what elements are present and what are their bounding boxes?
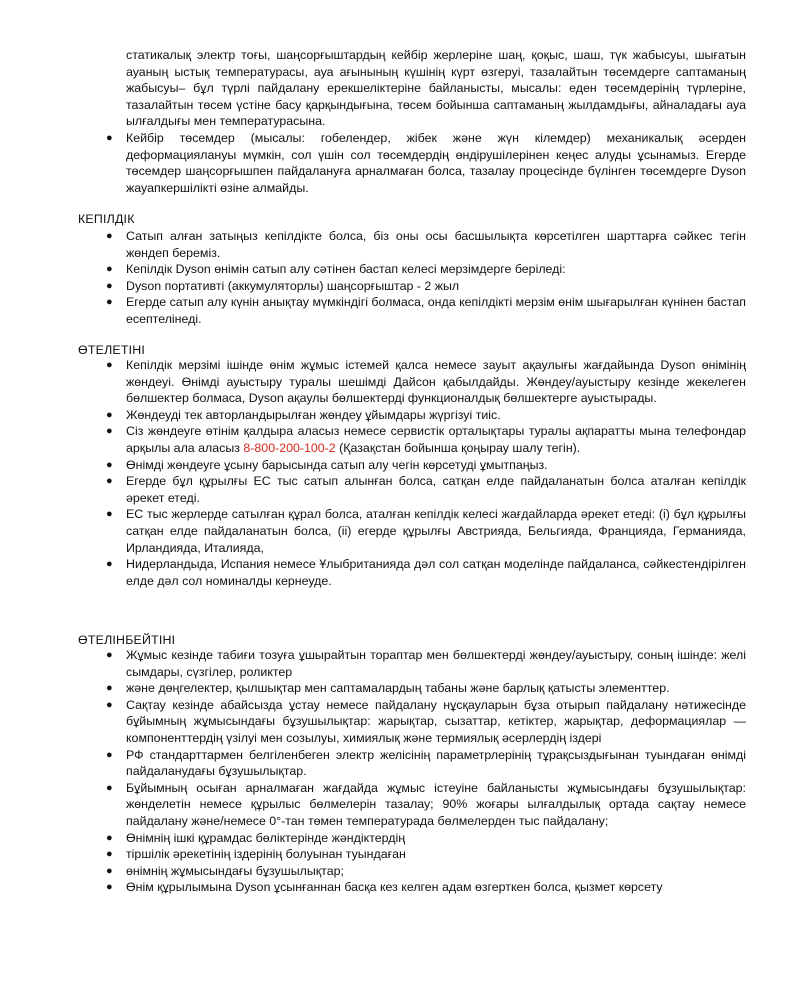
list-item [106, 506, 746, 556]
bullet-icon: ● [106, 359, 113, 371]
list-item [106, 407, 746, 424]
hotline-phone[interactable]: 8-800-200-100-2 [243, 440, 336, 455]
list-item-text: Сатып алған затыңыз кепілдікте болса, біз оны осы басшылықта көрсетілген шарттарға сәйкес тегін жөндеп береміз. [126, 229, 746, 260]
list-item-text: Кепілдік Dyson өнімін сатып алу сәтінен бастап келесі мерзімдерге беріледі: [126, 262, 566, 277]
list-item [106, 357, 746, 407]
list-item [106, 863, 746, 880]
list-item-text: Нидерландыда, Испания немесе Ұлыбританияда дәл сол сатқан моделінде пайдаланса, сәйкестендірілген елде дәл сол номиналды кернеуде. [126, 557, 746, 588]
bullet-icon: ● [106, 881, 113, 894]
bullet-icon: ● [106, 748, 113, 761]
not-covered-list [106, 647, 746, 896]
list-item-text: ЕС тыс жерлерде сатылған құрал болса, аталған кепілдік келесі жағдайларда әрекет етеді: (i) бұл құрылғы сатқан елде пайдаланатын болса, (ii) егерде құрылғы Австрияда, Бельгияда, Францияда, Германияда, Ирландияда, Италияда, [126, 507, 746, 555]
list-item [106, 830, 746, 847]
list-item [106, 473, 746, 506]
bullet-icon: ● [106, 132, 113, 144]
list-item-text: тіршілік әрекетінің іздерінің болуынан туындаған [126, 847, 406, 862]
list-item [106, 278, 746, 295]
bullet-icon: ● [106, 296, 113, 309]
bullet-icon: ● [106, 682, 113, 695]
warranty-list [106, 228, 746, 328]
list-item-text: Кейбір төсемдер (мысалы: гобелендер, жібек және жүн кілемдер) механикалық әсерден деформациялануы мүмкін, сол үшін сол төсемдердің өндірушілерінен кеңес алуды ұсынамыз. Егерде төсемдер шаңсорғышпен пайдалануға арналмаған болса, тазалау процесінде бүлінген төсемдерге Dyson жауапкершілікті өзіне алмайды. [126, 131, 746, 195]
list-item [106, 747, 746, 780]
bullet-icon: ● [106, 508, 113, 521]
list-item-text: Dyson портативті (аккумуляторлы) шаңсорғыштар - 2 жыл [126, 278, 460, 293]
intro-list [106, 130, 746, 196]
list-item [106, 697, 746, 747]
bullet-icon: ● [106, 558, 113, 571]
list-item-text: Бұйымның осыған арналмаған жағдайда жұмыс істеуіне байланысты жұмысындағы бұзушылықтар: жөнделетін немесе құрылыс бөлмелерін тазалау; 90% жоғары ылғалдылық ортада сақтау немесе пайдалану және/немесе 0°-тан төмен температурада бөлмелерден тыс пайдалану; [126, 780, 746, 828]
bullet-icon: ● [106, 848, 113, 861]
list-item [106, 556, 746, 589]
list-item [106, 846, 746, 863]
list-item-text: Сіз жөндеуге өтінім қалдыра аласыз немесе сервистік орталықтары туралы ақпаратты мына телефондар арқылы ала аласыз [126, 424, 746, 455]
list-item [106, 130, 746, 196]
bullet-icon: ● [106, 425, 113, 438]
bullet-icon: ● [106, 475, 113, 488]
list-item [106, 228, 746, 261]
bullet-icon: ● [106, 408, 113, 421]
list-item-text: Өнімнің ішкі құрамдас бөліктерінде жәндіктердің [126, 830, 406, 845]
bullet-icon: ● [106, 458, 113, 471]
bullet-icon: ● [106, 230, 113, 242]
list-item-text: Кепілдік мерзімі ішінде өнім жұмыс істемей қалса немесе зауыт ақаулығы жағдайында Dyson өнімінің жөндеуі. Өнімді ауыстыру туралы шешімді Дайсон қабылдайды. Жөндеу/ауыстыру кезінде жекелеген бөлшектер болмаса, Dyson ақаулы бөлшектерді функционалдық бөлшектерге ауыстырады. [126, 358, 746, 406]
list-item [106, 457, 746, 474]
bullet-icon: ● [106, 698, 113, 711]
list-item-text: Өнімді жөндеуге ұсыну барысында сатып алу чегін көрсетуді ұмытпаңыз. [126, 457, 548, 472]
bullet-icon: ● [106, 831, 113, 844]
list-item [106, 423, 746, 456]
list-item-text: Жұмыс кезінде табиғи тозуға ұшырайтын тораптар мен бөлшектерді жөндеу/ауыстыру, соның ішінде: желі сымдары, сүзгілер, роликтер [126, 648, 746, 679]
list-item-text: (Қазақстан бойынша қоңырау шалу тегін). [335, 440, 581, 455]
bullet-icon: ● [106, 781, 113, 794]
covered-list [106, 357, 746, 589]
list-item [106, 647, 746, 680]
list-item-text: РФ стандарттармен белгіленбеген электр желісінің параметрлерінің тұрақсыздығынан туындаған өнімді пайдаланудағы бұзушылықтар. [126, 747, 746, 779]
list-item-text: Өнім құрылымына Dyson ұсынғаннан басқа кез келген адам өзгерткен болса, қызмет көрсету [126, 880, 663, 895]
list-item-text: Егерде бұл құрылғы ЕС тыс сатып алынған болса, сатқан елде пайдаланатын болса аталған кепілдік әрекет етеді. [126, 474, 746, 505]
warranty-heading: КЕПІЛДІК [78, 212, 135, 226]
bullet-icon: ● [106, 263, 113, 276]
list-item-text: Жөндеуді тек авторландырылған жөндеу ұйымдары жүргізуі тиіс. [126, 407, 501, 422]
list-item-text: өнімнің жұмысындағы бұзушылықтар; [126, 863, 344, 878]
list-item [106, 680, 746, 697]
list-item [106, 294, 746, 327]
bullet-icon: ● [106, 649, 113, 661]
not-covered-heading: ӨТЕЛІНБЕЙТІНІ [78, 633, 176, 647]
list-item [106, 780, 746, 830]
bullet-icon: ● [106, 279, 113, 292]
list-item [106, 879, 746, 896]
covered-heading: ӨТЕЛЕТІНІ [78, 343, 146, 357]
bullet-icon: ● [106, 864, 113, 877]
intro-paragraph: статикалық электр тоғы, шаңсорғыштардың кейбір жерлеріне шаң, қоқыс, шаш, түк жабысуы, шығатын ауаның ыстық температурасы, ауа ағынының күшінің күрт өзгеруі, тазалайтын төсемдерге саптаманың жабысуы– бұл түрлі пайдалану ерекшеліктеріне байланысты, мысалы: еден төсемдерінің түрлеріне, тазалайтын төсем үстіне басу қарқындығына, төсем бойынша саптаманың жылдамдығы, айналадағы ауа ылғалдығы мен температурасына. [126, 48, 746, 129]
list-item-text: және дөңгелектер, қылшықтар мен саптамалардың табаны және барлық қатысты элементтер. [126, 681, 670, 696]
list-item-text: Сақтау кезінде абайсызда ұстау немесе пайдалану нұсқауларын бұза отырып пайдалану нәтижесінде бұйымның жұмысындағы бұзушылықтар: жарықтар, сызаттар, кетіктер, жарықтар, деформациялар — компоненттердің үзілуі мен созылуы, химиялық және термиялық әсерлердің іздері [126, 697, 746, 745]
list-item [106, 261, 746, 278]
list-item-text: Егерде сатып алу күнін анықтау мүмкіндігі болмаса, онда кепілдікті мерзім өнім шығарылған күнінен бастап есептелінеді. [126, 295, 746, 326]
